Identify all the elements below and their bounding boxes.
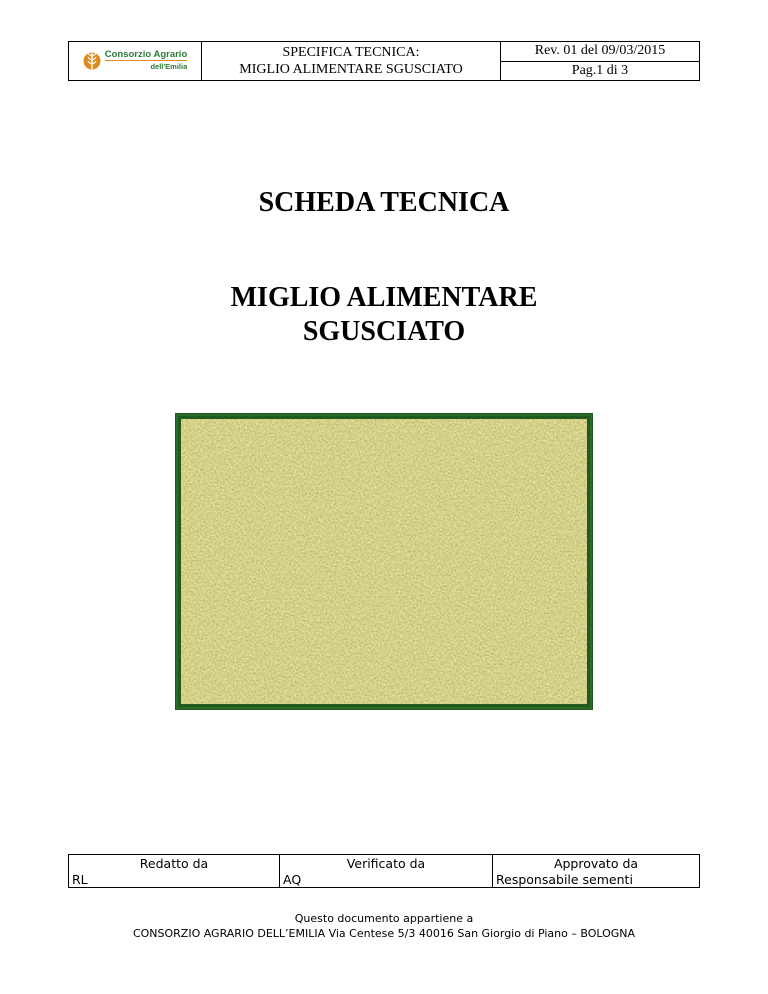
company-logo xyxy=(83,49,188,73)
drafted-value: RL xyxy=(72,872,88,887)
verified-value: AQ xyxy=(283,872,302,887)
document-header xyxy=(68,41,700,81)
product-name xyxy=(0,281,768,349)
spec-title-line2: MIGLIO ALIMENTARE SGUSCIATO xyxy=(239,62,463,77)
verified-label: Verificato da xyxy=(346,856,426,871)
logo-cell xyxy=(69,42,202,80)
spec-title-line1: SPECIFICA TECNICA: xyxy=(282,45,420,60)
document-heading: SCHEDA TECNICA xyxy=(258,187,510,218)
spec-title xyxy=(202,42,501,80)
revision-text: Rev. 01 del 09/03/2015 xyxy=(501,42,699,62)
footer-address: CONSORZIO AGRARIO DELL’EMILIA Via Centese 5/3 40016 San Giorgio di Piano – BOLOGNA xyxy=(132,927,636,940)
footer-ownership: Questo documento appartiene a xyxy=(294,912,474,925)
logo-sub-text: dell'Emilia xyxy=(105,60,188,72)
revision-cell xyxy=(501,42,699,80)
logo-main-text: Consorzio Agrario xyxy=(104,49,188,60)
approved-cell xyxy=(493,855,699,887)
wheat-ear-icon xyxy=(83,49,101,73)
millet-grains-photo xyxy=(175,413,593,710)
approved-label: Approvato da xyxy=(553,856,639,871)
verified-cell xyxy=(280,855,493,887)
approval-table xyxy=(68,854,700,888)
product-name-line1: MIGLIO ALIMENTARE xyxy=(230,282,538,313)
drafted-cell xyxy=(69,855,280,887)
product-name-line2: SGUSCIATO xyxy=(302,316,466,347)
drafted-label: Redatto da xyxy=(139,856,209,871)
page-number: Pag.1 di 3 xyxy=(571,62,629,78)
approved-value: Responsabile sementi xyxy=(496,872,633,887)
